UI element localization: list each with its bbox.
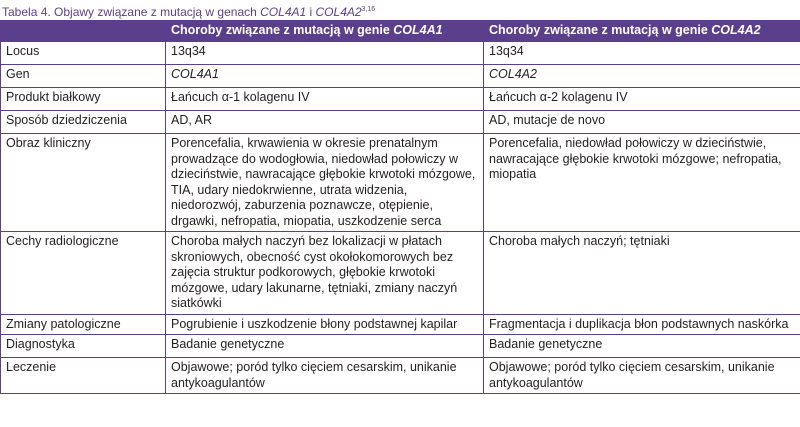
table-header-row xyxy=(1,21,800,42)
row-label: Leczenie xyxy=(1,358,166,394)
cell-col4a2: Badanie genetyczne xyxy=(484,335,800,358)
caption-references: 3,16 xyxy=(361,6,376,13)
cell-col4a2: Fragmentacja i duplikacja błon podstawnych naskórka xyxy=(484,314,800,335)
header-col4a1-prefix: Choroby związane z mutacją w genie xyxy=(171,23,394,37)
cell-col4a1 xyxy=(166,65,484,88)
cell-col4a2: 13q34 xyxy=(484,42,800,65)
table-row-diagnostics xyxy=(1,335,800,358)
cell-col4a1: 13q34 xyxy=(166,42,484,65)
row-label: Cechy radiologiczne xyxy=(1,232,166,315)
row-label: Zmiany patologiczne xyxy=(1,314,166,335)
cell-col4a2 xyxy=(484,65,800,88)
header-col4a1-gene: COL4A1 xyxy=(393,23,443,37)
table-caption xyxy=(2,2,375,20)
caption-text: Tabela 4. Objawy związane z mutacją w genach xyxy=(2,5,261,19)
header-col4a2 xyxy=(484,21,800,42)
row-label: Obraz kliniczny xyxy=(1,134,166,232)
header-col4a2-prefix: Choroby związane z mutacją w genie xyxy=(489,23,712,37)
caption-connector: i xyxy=(306,5,316,19)
row-label: Gen xyxy=(1,65,166,88)
caption-gene-1: COL4A1 xyxy=(260,5,307,19)
cell-col4a1: Badanie genetyczne xyxy=(166,335,484,358)
header-empty-cell xyxy=(1,21,166,42)
gene-name: COL4A2 xyxy=(489,67,537,81)
gene-name: COL4A1 xyxy=(171,67,219,81)
table-row-gene xyxy=(1,65,800,88)
header-col4a2-gene: COL4A2 xyxy=(711,23,761,37)
cell-col4a1: Porencefalia, krwawienia w okresie prenatalnym prowadzące do wodogłowia, niedowład połowiczy w dzieciństwie, nawracające głębokie krwotoki mózgowe, TIA, udary niedokrwienne, utrata widzenia, niedorozwój, zaburzenia poznawcze, otępienie, drgawki, nefropatia, miopatia, uszkodzenie serca xyxy=(166,134,484,232)
cell-col4a1: Objawowe; poród tylko cięciem cesarskim, unikanie antykoagulantów xyxy=(166,358,484,394)
cell-col4a2: Objawowe; poród tylko cięciem cesarskim, unikanie antykoagulantów xyxy=(484,358,800,394)
cell-col4a2: AD, mutacje de novo xyxy=(484,111,800,134)
symptoms-table xyxy=(0,20,800,394)
cell-col4a1: Pogrubienie i uszkodzenie błony podstawnej kapilar xyxy=(166,314,484,335)
cell-col4a2: Łańcuch α-2 kolagenu IV xyxy=(484,88,800,111)
header-col4a1 xyxy=(166,21,484,42)
table-row-pathology xyxy=(1,314,800,335)
cell-col4a1: Łańcuch α-1 kolagenu IV xyxy=(166,88,484,111)
cell-col4a2: Choroba małych naczyń; tętniaki xyxy=(484,232,800,315)
table-row-radiology xyxy=(1,232,800,315)
table-row-inheritance xyxy=(1,111,800,134)
caption-gene-2: COL4A2 xyxy=(315,5,362,19)
cell-col4a1: Choroba małych naczyń bez lokalizacji w płatach skroniowych, obecność cyst okołokomorowych bez zajęcia struktur podkorowych, głębokie krwotoki mózgowe, udary lakunarne, tętniaki, zmiany naczyń siatkówki xyxy=(166,232,484,315)
table-row-protein xyxy=(1,88,800,111)
table-row-locus xyxy=(1,42,800,65)
table-row-clinical xyxy=(1,134,800,232)
cell-col4a2: Porencefalia, niedowład połowiczy w dzieciństwie, nawracające głębokie krwotoki mózgowe; nefropatia, miopatia xyxy=(484,134,800,232)
row-label: Sposób dziedziczenia xyxy=(1,111,166,134)
row-label: Produkt białkowy xyxy=(1,88,166,111)
cell-col4a1: AD, AR xyxy=(166,111,484,134)
row-label: Locus xyxy=(1,42,166,65)
table-row-treatment xyxy=(1,358,800,394)
row-label: Diagnostyka xyxy=(1,335,166,358)
